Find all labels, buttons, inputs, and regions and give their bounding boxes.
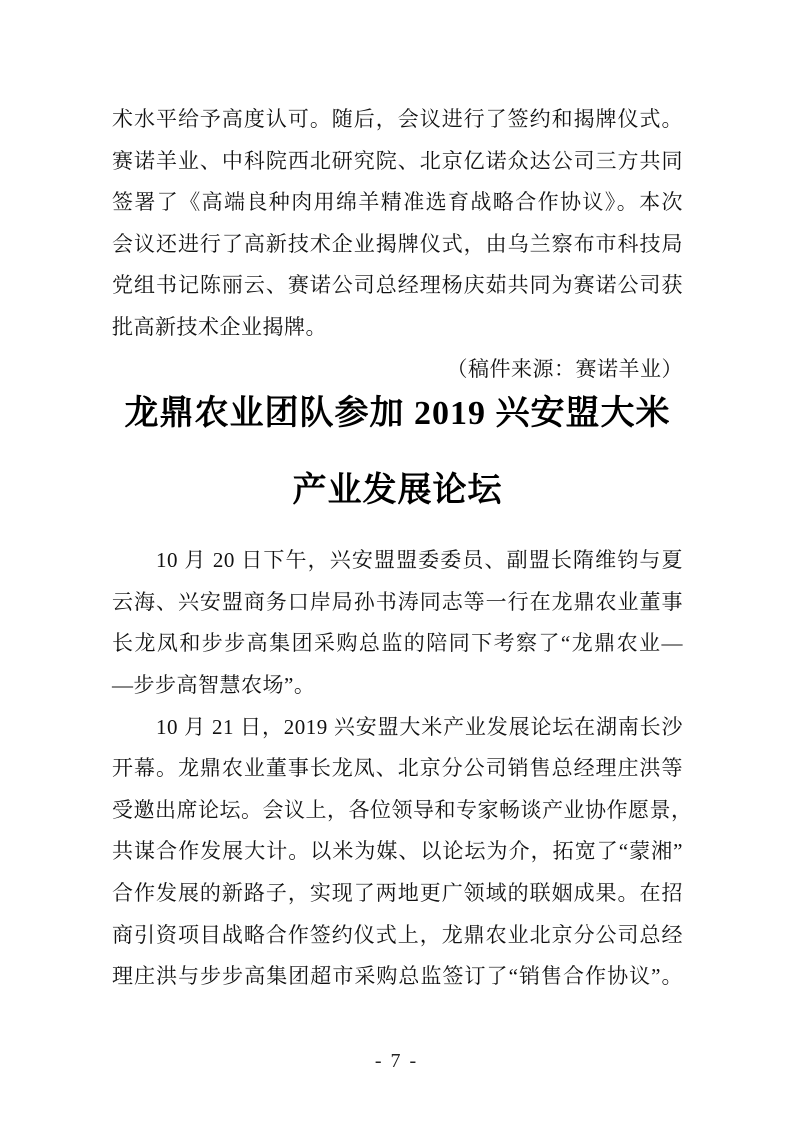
text-line: 10 月 21 日，2019 兴安盟大米产业发展论坛在湖南长沙: [156, 714, 683, 739]
article-title: [112, 390, 683, 515]
previous-article-closing-paragraph: [112, 99, 683, 349]
source-attribution: （稿件来源：赛诺羊业）: [446, 356, 683, 381]
text-line: 开幕。龙鼎农业董事长龙凤、北京分公司销售总经理庄洪等: [112, 756, 683, 781]
article-paragraph-2: [112, 707, 693, 998]
article-title-line: 龙鼎农业团队参加 2019 兴安盟大米: [124, 395, 671, 433]
text-line: 合作发展的新路子，实现了两地更广领域的联姻成果。在招: [112, 880, 683, 905]
text-line: 云海、兴安盟商务口岸局孙书涛同志等一行在龙鼎农业董事: [112, 589, 683, 614]
text-line: 商引资项目战略合作签约仪式上，龙鼎农业北京分公司总经: [112, 922, 683, 947]
text-line: 长龙凤和步步高集团采购总监的陪同下考察了“龙鼎农业—: [112, 631, 683, 656]
text-line: 签署了《高端良种肉用绵羊精准选育战略合作协议》。本次: [112, 190, 683, 215]
page-number: - 7 -: [374, 1050, 419, 1072]
text-line: 党组书记陈丽云、赛诺公司总经理杨庆茹共同为赛诺公司获: [112, 273, 683, 298]
text-line: —步步高智慧农场”。: [112, 672, 316, 697]
text-line: 理庄洪与步步高集团超市采购总监签订了“销售合作协议”。: [112, 964, 683, 989]
article-paragraph-1: [112, 540, 683, 706]
text-line: 共谋合作发展大计。以米为媒、以论坛为介，拓宽了“蒙湘”: [112, 839, 683, 864]
page-content: [112, 99, 693, 998]
text-line: 赛诺羊业、中科院西北研究院、北京亿诺众达公司三方共同: [112, 148, 683, 173]
text-line: 10 月 20 日下午，兴安盟盟委委员、副盟长隋维钧与夏: [156, 548, 683, 573]
article-title-line: 产业发展论坛: [292, 472, 503, 510]
text-line: 会议还进行了高新技术企业揭牌仪式，由乌兰察布市科技局: [112, 231, 683, 256]
text-line: 术水平给予高度认可。随后，会议进行了签约和揭牌仪式。: [112, 107, 683, 131]
text-line: 批高新技术企业揭牌。: [112, 314, 327, 339]
text-line: 受邀出席论坛。会议上，各位领导和专家畅谈产业协作愿景，: [112, 797, 693, 822]
